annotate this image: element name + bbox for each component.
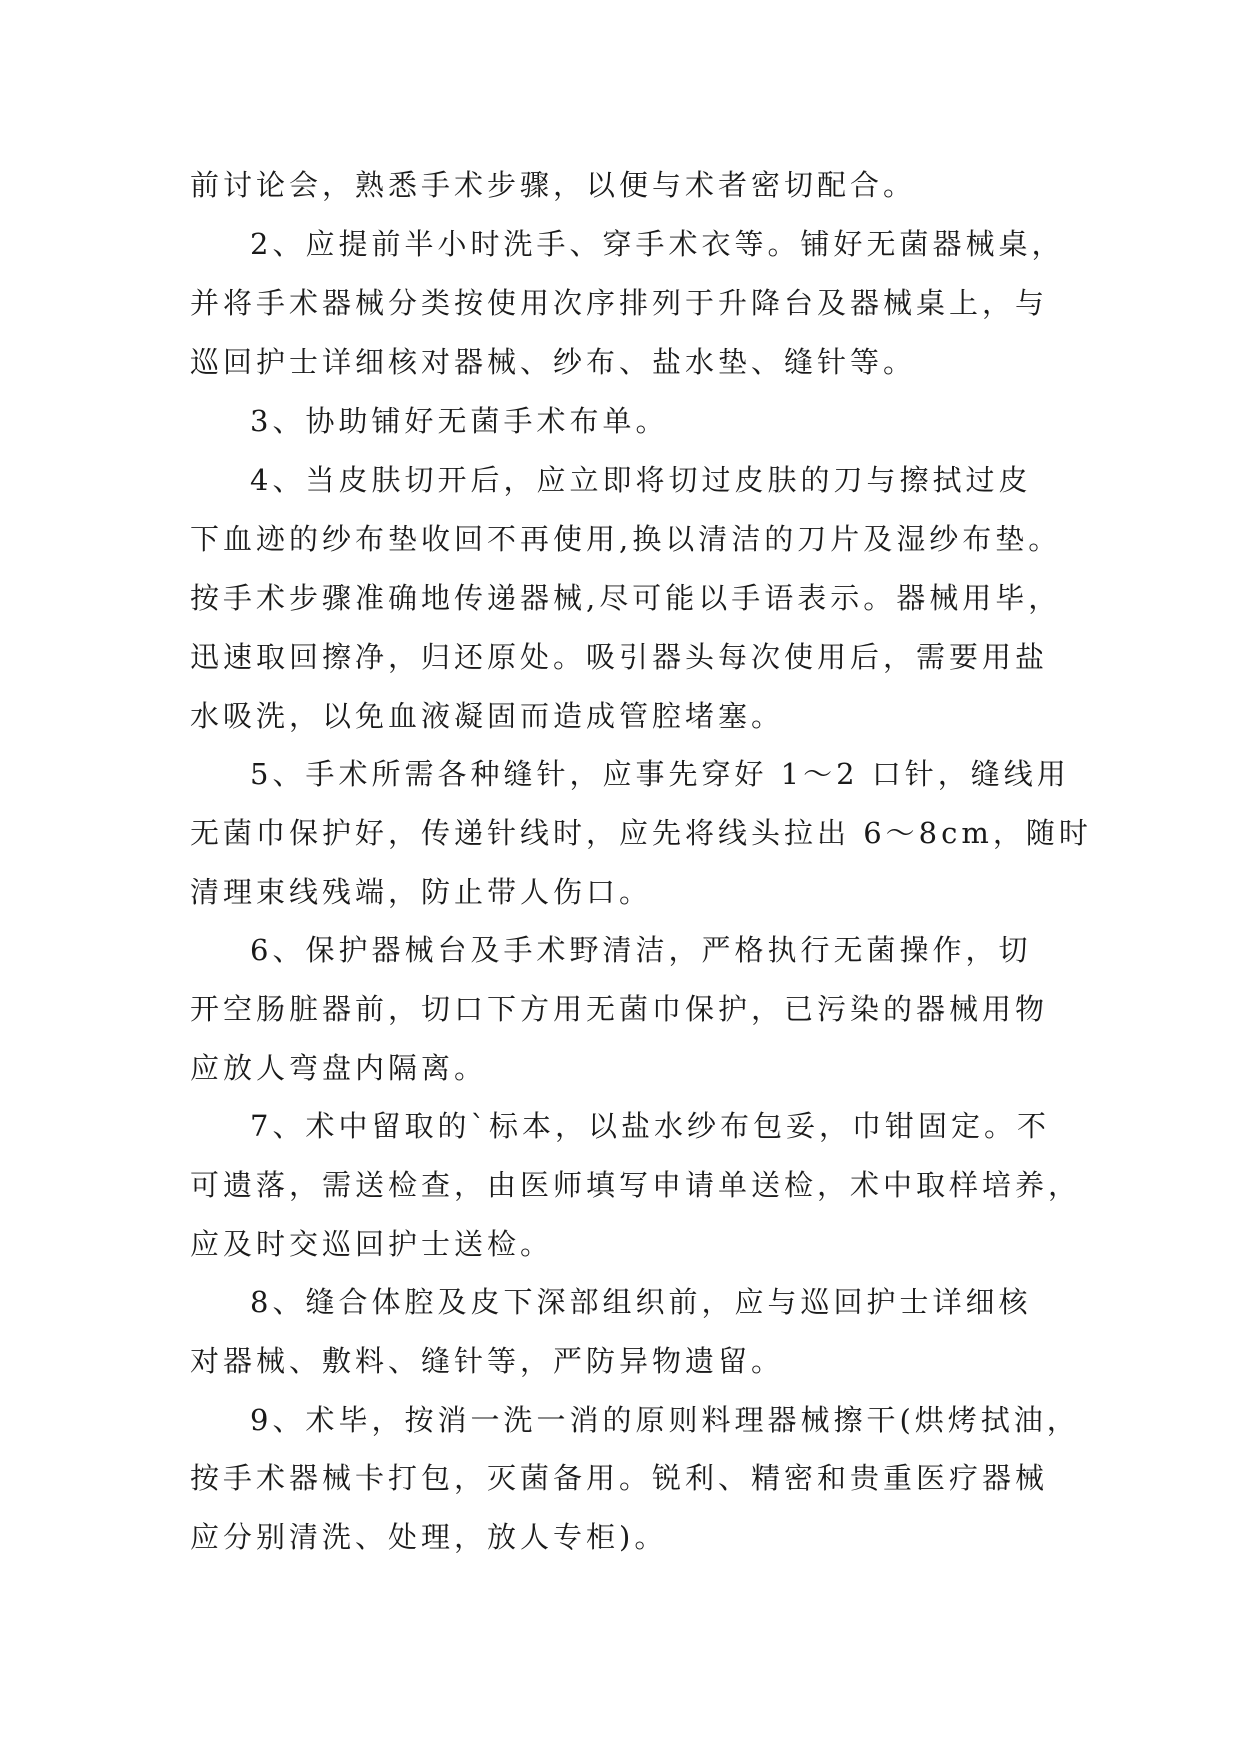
text-line: 应分别清洗、处理，放人专柜)。 [190, 1520, 668, 1554]
text-line: 7、术中留取的`标本，以盐水纱布包妥，巾钳固定。不 [250, 1109, 1050, 1143]
text-line: 8、缝合体腔及皮下深部组织前，应与巡回护士详细核 [250, 1285, 1032, 1319]
text-line: 前讨论会，熟悉手术步骤，以便与术者密切配合。 [190, 168, 917, 202]
text-line: 按手术器械卡打包，灭菌备用。锐利、精密和贵重医疗器械 [190, 1461, 1049, 1495]
text-line: 按手术步骤准确地传递器械,尽可能以手语表示。器械用毕， [190, 581, 1062, 615]
text-line: 2、应提前半小时洗手、穿手术衣等。铺好无菌器械桌， [250, 227, 1065, 261]
text-line: 9、术毕，按消一洗一消的原则料理器械擦干(烘烤拭油， [250, 1403, 1080, 1437]
text-line: 迅速取回擦净，归还原处。吸引器头每次使用后，需要用盐 [190, 640, 1049, 674]
text-line: 水吸洗，以免血液凝固而造成管腔堵塞。 [190, 699, 785, 733]
text-line: 清理束线残端，防止带人伤口。 [190, 875, 653, 909]
text-line: 无菌巾保护好，传递针线时，应先将线头拉出 6～8cm，随时 [190, 816, 1092, 850]
text-line: 4、当皮肤切开后，应立即将切过皮肤的刀与擦拭过皮 [250, 463, 1032, 497]
text-line: 3、协助铺好无菌手术布单。 [250, 404, 669, 438]
text-line: 应放人弯盘内隔离。 [190, 1051, 488, 1085]
text-line: 对器械、敷料、缝针等，严防异物遗留。 [190, 1344, 785, 1378]
text-line: 下血迹的纱布垫收回不再使用,换以清洁的刀片及湿纱布垫。 [190, 522, 1062, 556]
text-line: 并将手术器械分类按使用次序排列于升降台及器械桌上，与 [190, 286, 1049, 320]
text-line: 6、保护器械台及手术野清洁，严格执行无菌操作，切 [250, 933, 1032, 967]
text-line: 5、手术所需各种缝针，应事先穿好 1～2 口针，缝线用 [250, 757, 1070, 791]
text-line: 应及时交巡回护士送检。 [190, 1227, 554, 1261]
text-line: 可遗落，需送检查，由医师填写申请单送检，术中取样培养， [190, 1168, 1082, 1202]
text-line: 开空肠脏器前，切口下方用无菌巾保护，已污染的器械用物 [190, 992, 1049, 1026]
text-line: 巡回护士详细核对器械、纱布、盐水垫、缝针等。 [190, 345, 917, 379]
